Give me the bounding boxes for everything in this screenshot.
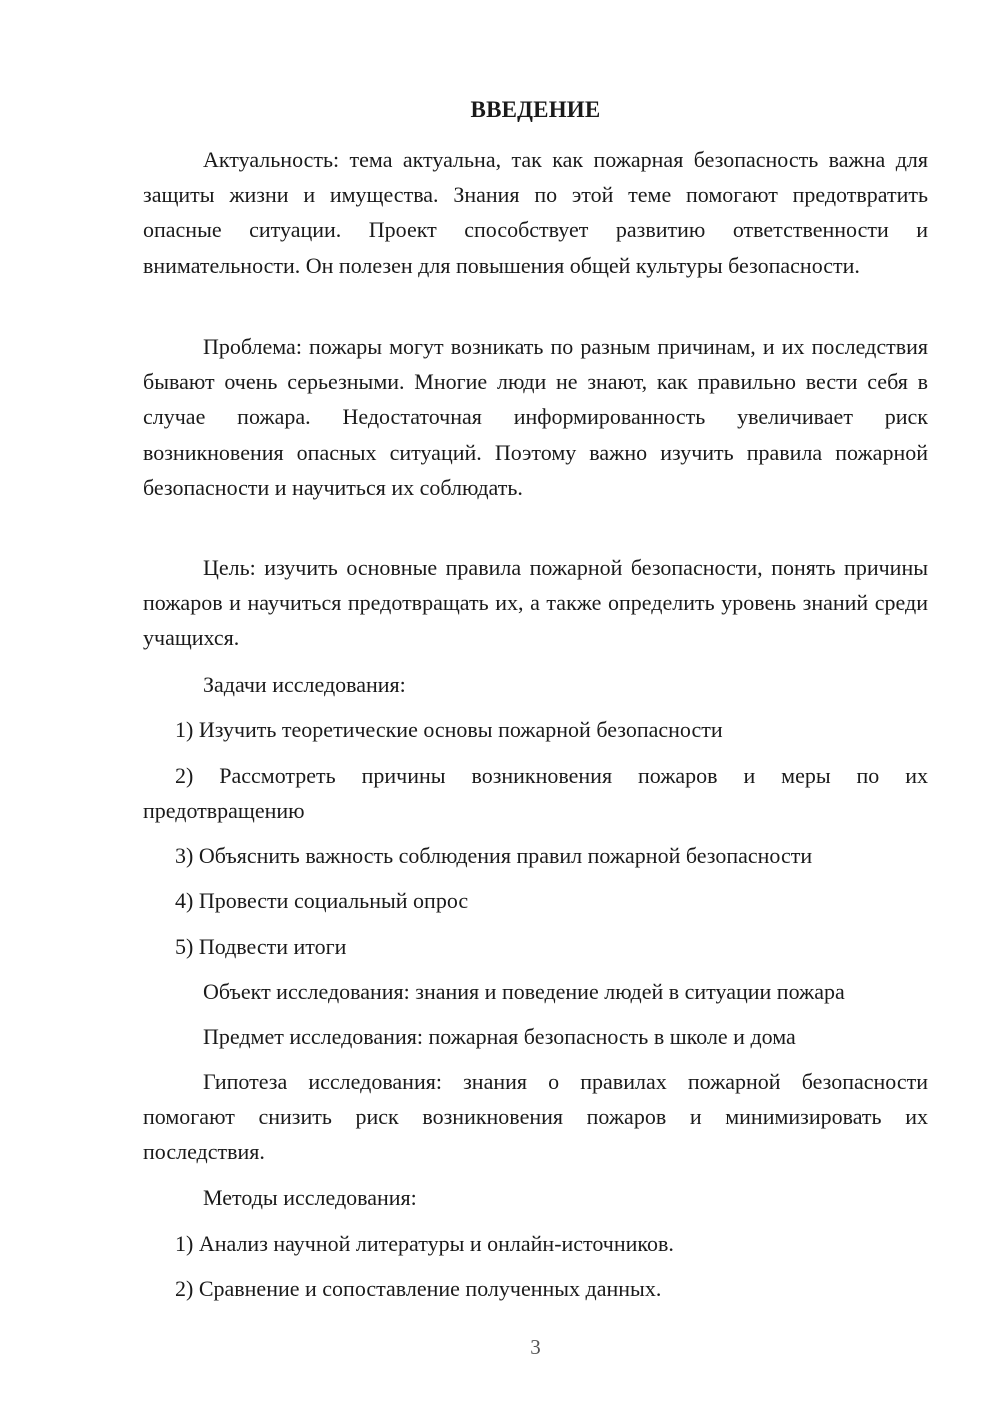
task-item: 1) Изучить теоретические основы пожарной безопасности bbox=[175, 717, 723, 742]
method-item: 1) Анализ научной литературы и онлайн-источников. bbox=[175, 1231, 674, 1256]
methods-heading: Методы исследования: bbox=[203, 1185, 417, 1210]
relevance-paragraph: Актуальность: тема актуальна, так как пожарная безопасность важна для защиты жизни и имущества. Знания по этой теме помогают предотвратить опасные ситуации. Проект способствует развитию ответственности и внимательности. Он полезен для повышения общей культуры безопасности. bbox=[143, 147, 928, 278]
task-item: 2) Рассмотреть причины возникновения пожаров и меры по их предотвращению bbox=[143, 763, 928, 824]
object-paragraph: Объект исследования: знания и поведение людей в ситуации пожара bbox=[203, 979, 845, 1004]
task-item: 3) Объяснить важность соблюдения правил пожарной безопасности bbox=[175, 843, 813, 868]
goal-paragraph: Цель: изучить основные правила пожарной безопасности, понять причины пожаров и научиться предотвращать их, а также определить уровень знаний среди учащихся. bbox=[143, 555, 928, 651]
section-heading: ВВЕДЕНИЕ bbox=[470, 97, 601, 122]
task-item: 5) Подвести итоги bbox=[175, 934, 347, 959]
subject-paragraph: Предмет исследования: пожарная безопасность в школе и дома bbox=[203, 1024, 796, 1049]
method-item: 2) Сравнение и сопоставление полученных данных. bbox=[175, 1276, 662, 1301]
problem-paragraph: Проблема: пожары могут возникать по разным причинам, и их последствия бывают очень серьезными. Многие люди не знают, как правильно вести себя в случае пожара. Недостаточная информированность увеличивает риск возникновения опасных ситуаций. Поэтому важно изучить правила пожарной безопасности и научиться их соблюдать. bbox=[143, 334, 928, 500]
hypothesis-paragraph: Гипотеза исследования: знания о правилах пожарной безопасности помогают снизить риск возникновения пожаров и минимизировать их последствия. bbox=[143, 1069, 928, 1165]
page-number: 3 bbox=[530, 1335, 541, 1359]
tasks-heading: Задачи исследования: bbox=[203, 672, 406, 697]
document-page bbox=[143, 0, 928, 1414]
task-item: 4) Провести социальный опрос bbox=[175, 888, 469, 913]
